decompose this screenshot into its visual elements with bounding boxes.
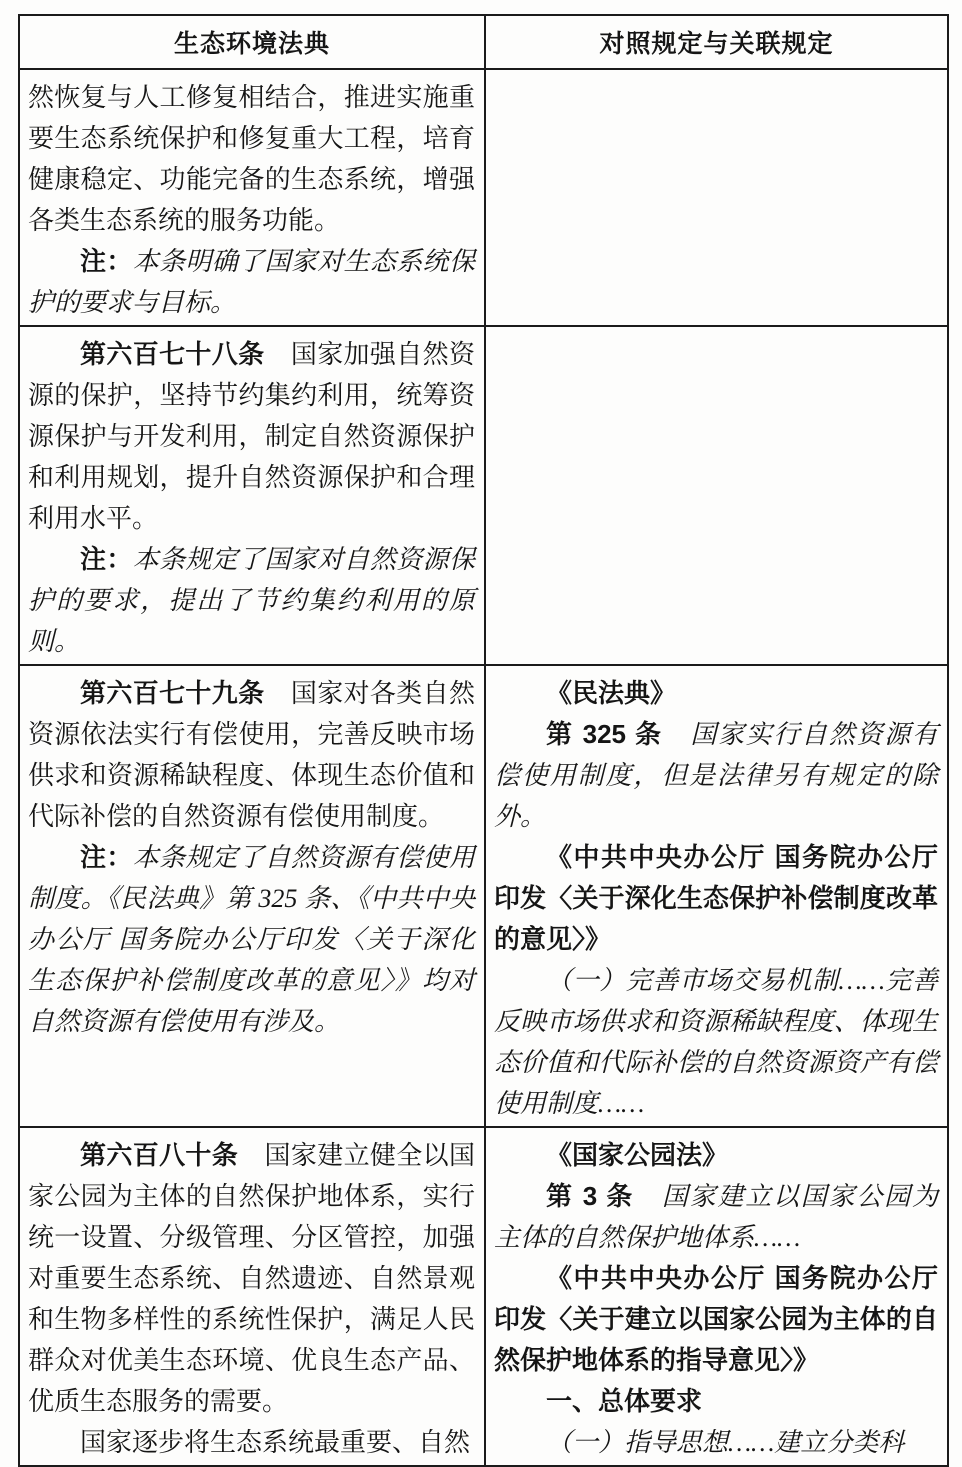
text-segment: 第六百七十九条 [80, 678, 291, 708]
left-column-cell [19, 326, 485, 665]
text-segment: 《中共中央办公厅 国务院办公厅印发〈关于深化生态保护补偿制度改革的意见〉》 [494, 842, 938, 954]
text-segment: 一、总体要求 [546, 1386, 703, 1416]
paragraph [494, 673, 938, 714]
text-segment: 本条规定了国家对自然资源保护的要求，提出了节约集约利用的原则。 [28, 545, 475, 656]
paragraph [494, 1422, 938, 1463]
text-segment: 《中共中央办公厅 国务院办公厅印发〈关于建立以国家公园为主体的自然保护地体系的指导意见〉》 [494, 1263, 938, 1375]
paragraph [494, 1381, 938, 1422]
paragraph [494, 1176, 938, 1258]
text-segment: 国家实行自然资源有偿使用制度，但是法律另有规定的除外。 [494, 720, 938, 831]
left-column-cell [19, 1127, 485, 1466]
paragraph [28, 837, 475, 1042]
text-segment: （一）完善市场交易机制……完善反映市场供求和资源稀缺程度、体现生态价值和代际补偿的自然资源资产有偿使用制度…… [494, 966, 938, 1118]
paragraph [28, 241, 475, 323]
paragraph [494, 1258, 938, 1381]
text-segment: 国家逐步将生态系统最重要、自然 [80, 1428, 471, 1457]
paragraph [28, 334, 475, 539]
header-cell-code: 生态环境法典 [19, 15, 485, 69]
text-segment: 第 325 条 [546, 719, 691, 749]
table-row [19, 326, 948, 665]
text-segment: 《民法典》 [546, 678, 677, 708]
text-segment: 注： [80, 842, 133, 872]
table-header-row [19, 15, 948, 69]
right-column-cell [485, 1127, 948, 1466]
left-column-cell [19, 665, 485, 1127]
paragraph [494, 837, 938, 960]
header-cell-related: 对照规定与关联规定 [485, 15, 948, 69]
paragraph [28, 539, 475, 662]
table-row [19, 69, 948, 326]
left-column-cell [19, 69, 485, 326]
paragraph [494, 960, 938, 1124]
right-column-cell [485, 69, 948, 326]
comparison-table [18, 14, 949, 1467]
text-segment: 国家建立健全以国家公园为主体的自然保护地体系，实行统一设置、分级管理、分区管控，加强对重要生态系统、自然遗迹、自然景观和生物多样性的系统性保护，满足人民群众对优美生态环境、优良生态产品、优质生态服务的需要。 [28, 1141, 475, 1416]
text-segment: 《国家公园法》 [546, 1140, 729, 1170]
table-row [19, 1127, 948, 1466]
text-segment: 注： [80, 544, 133, 574]
right-column-cell [485, 665, 948, 1127]
text-segment: 第六百七十八条 [80, 339, 291, 369]
text-segment: 国家加强自然资源的保护，坚持节约集约利用，统筹资源保护与开发利用，制定自然资源保护和利用规划，提升自然资源保护和合理利用水平。 [28, 340, 475, 533]
paragraph [494, 1135, 938, 1176]
text-segment: 第 3 条 [546, 1181, 662, 1211]
paragraph [494, 714, 938, 837]
text-segment: 国家建立以国家公园为主体的自然保护地体系…… [494, 1182, 938, 1252]
text-segment: 本条规定了自然资源有偿使用制度。《民法典》第 325 条、《中共中央办公厅 国务院办公厅印发〈关于深化生态保护补偿制度改革的意见〉》均对自然资源有偿使用有涉及。 [28, 843, 475, 1036]
right-column-cell [485, 326, 948, 665]
text-segment: 本条明确了国家对生态系统保护的要求与目标。 [28, 247, 475, 317]
paragraph [28, 1422, 475, 1463]
text-segment: （一）指导思想……建立分类科 [546, 1428, 905, 1457]
paragraph [28, 77, 475, 241]
table-body [19, 69, 948, 1466]
text-segment: 然恢复与人工修复相结合，推进实施重要生态系统保护和修复重大工程，培育健康稳定、功能完备的生态系统，增强各类生态系统的服务功能。 [28, 83, 475, 235]
paragraph [28, 673, 475, 837]
table-row [19, 665, 948, 1127]
text-segment: 第六百八十条 [80, 1140, 265, 1170]
text-segment: 注： [80, 246, 133, 276]
paragraph [28, 1135, 475, 1422]
text-segment: 国家对各类自然资源依法实行有偿使用，完善反映市场供求和资源稀缺程度、体现生态价值和代际补偿的自然资源有偿使用制度。 [28, 679, 475, 831]
